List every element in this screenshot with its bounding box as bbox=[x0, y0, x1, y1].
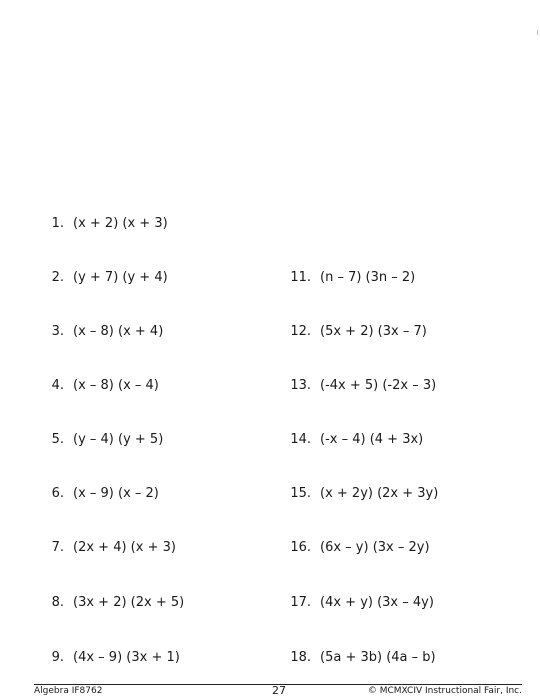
problem-number: 8. bbox=[51, 595, 64, 610]
problem-expression: (x – 9) (x – 2) bbox=[73, 486, 159, 501]
problem-11 bbox=[287, 270, 415, 286]
problem-6 bbox=[48, 486, 159, 502]
problem-expression: (x – 8) (x + 4) bbox=[73, 324, 164, 339]
problem-expression: (-x – 4) (4 + 3x) bbox=[320, 432, 424, 447]
problem-expression: (6x – y) (3x – 2y) bbox=[320, 540, 430, 555]
problem-expression: (3x + 2) (2x + 5) bbox=[73, 595, 185, 610]
footer-book-code: Algebra IF8762 bbox=[34, 686, 103, 696]
problem-7 bbox=[48, 540, 176, 556]
problem-number: 4. bbox=[51, 378, 64, 393]
problem-number: 11. bbox=[290, 270, 311, 285]
problem-9 bbox=[48, 650, 180, 666]
problem-16 bbox=[287, 540, 430, 556]
problem-number: 2. bbox=[51, 270, 64, 285]
problem-number: 5. bbox=[51, 432, 64, 447]
problem-13 bbox=[287, 378, 436, 394]
problem-17 bbox=[287, 595, 434, 611]
problem-expression: (n – 7) (3n – 2) bbox=[320, 270, 416, 285]
problem-expression: (y + 7) (y + 4) bbox=[73, 270, 168, 285]
problem-expression: (4x + y) (3x – 4y) bbox=[320, 595, 434, 610]
problem-number: 3. bbox=[51, 324, 64, 339]
problem-14 bbox=[287, 432, 423, 448]
problem-1 bbox=[48, 216, 168, 232]
problem-number: 15. bbox=[290, 486, 311, 501]
page-number: 27 bbox=[272, 684, 286, 697]
problem-3 bbox=[48, 324, 163, 340]
problem-number: 17. bbox=[290, 595, 311, 610]
problem-expression: (x + 2y) (2x + 3y) bbox=[320, 486, 439, 501]
problem-number: 16. bbox=[290, 540, 311, 555]
problem-2 bbox=[48, 270, 168, 286]
problem-12 bbox=[287, 324, 427, 340]
problem-expression: (5a + 3b) (4a – b) bbox=[320, 650, 436, 665]
problem-expression: (5x + 2) (3x – 7) bbox=[320, 324, 427, 339]
problem-expression: (-4x + 5) (-2x – 3) bbox=[320, 378, 437, 393]
problem-number: 14. bbox=[290, 432, 311, 447]
problem-expression: (x – 8) (x – 4) bbox=[73, 378, 159, 393]
problem-5 bbox=[48, 432, 163, 448]
problem-number: 6. bbox=[51, 486, 64, 501]
scan-mark bbox=[537, 30, 538, 35]
problem-number: 13. bbox=[290, 378, 311, 393]
problem-18 bbox=[287, 650, 436, 666]
problem-number: 12. bbox=[290, 324, 311, 339]
problem-expression: (4x – 9) (3x + 1) bbox=[73, 650, 180, 665]
problem-number: 7. bbox=[51, 540, 64, 555]
problem-number: 18. bbox=[290, 650, 311, 665]
problem-8 bbox=[48, 595, 184, 611]
problem-4 bbox=[48, 378, 159, 394]
problem-15 bbox=[287, 486, 438, 502]
footer-copyright: © MCMXCIV Instructional Fair, Inc. bbox=[367, 686, 522, 696]
problem-expression: (x + 2) (x + 3) bbox=[73, 216, 168, 231]
problem-expression: (2x + 4) (x + 3) bbox=[73, 540, 176, 555]
problem-number: 1. bbox=[51, 216, 64, 231]
problem-expression: (y – 4) (y + 5) bbox=[73, 432, 164, 447]
problem-number: 9. bbox=[51, 650, 64, 665]
